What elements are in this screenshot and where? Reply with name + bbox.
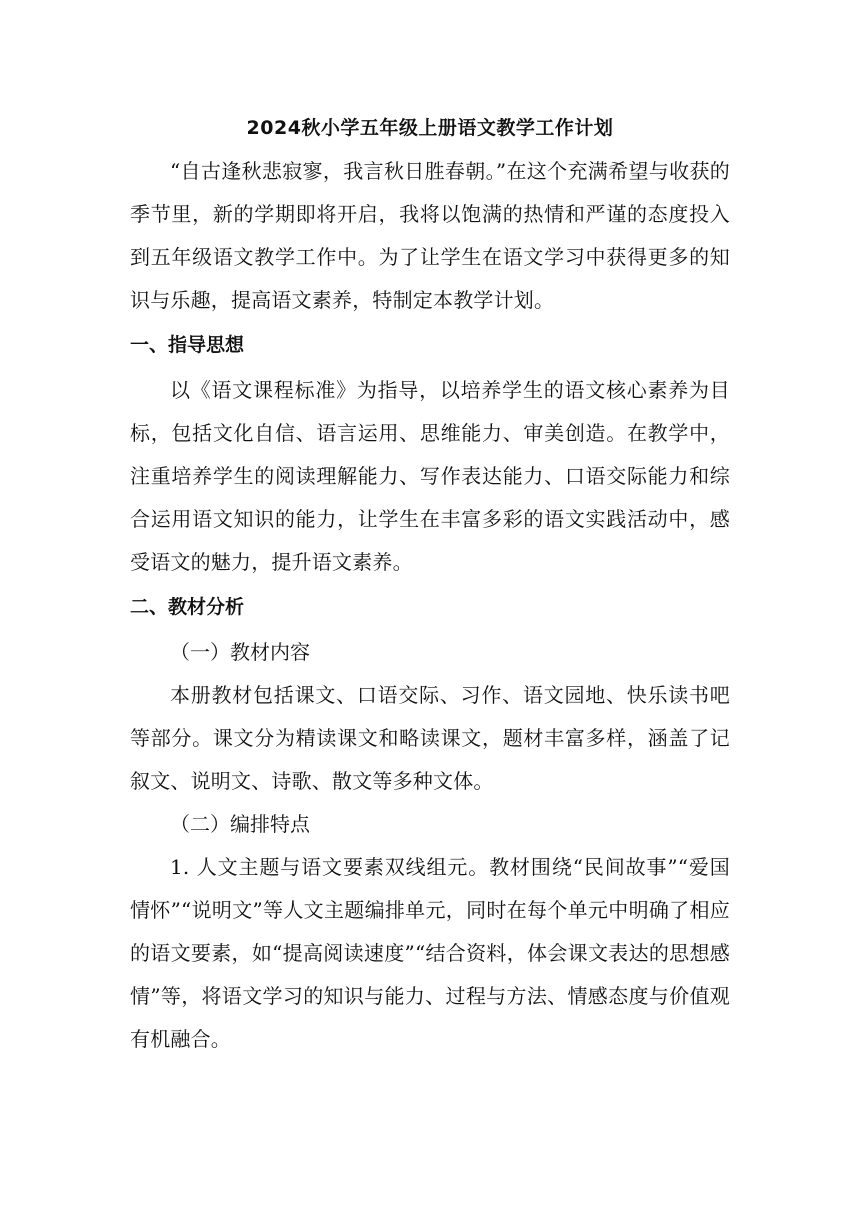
guiding-ideas-paragraph: 以《语文课程标准》为指导，以培养学生的语文核心素养为目标，包括文化自信、语言运用、思维能力、审美创造。在教学中，注重培养学生的阅读理解能力、写作表达能力、口语交际能力和综合运用语文知识的能力，让学生在丰富多彩的语文实践活动中，感受语文的魅力，提升语文素养。 [130,378,730,574]
subheading-arrangement-features: （二）编排特点 [170,812,310,836]
section-heading-textbook-analysis: 二、教材分析 [130,596,245,618]
textbook-content-paragraph: 本册教材包括课文、口语交际、习作、语文园地、快乐读书吧等部分。课文分为精读课文和略读课文，题材丰富多样，涵盖了记叙文、说明文、诗歌、散文等多种文体。 [130,683,730,793]
arrangement-features-paragraph: 1. 人文主题与语文要素双线组元。教材围绕“民间故事”“爱国情怀”“说明文”等人文主题编排单元，同时在每个单元中明确了相应的语文要素，如“提高阅读速度”“结合资料，体会课文表达的思想感情”等，将语文学习的知识与能力、过程与方法、情感态度与价值观有机融合。 [130,855,730,1051]
subheading-textbook-content: （一）教材内容 [170,640,310,664]
document-title: 2024秋小学五年级上册语文教学工作计划 [246,117,614,139]
document-content [130,112,730,1061]
section-heading-guiding-ideas: 一、指导思想 [130,334,245,356]
intro-paragraph: “自古逢秋悲寂寥，我言秋日胜春朝。”在这个充满希望与收获的季节里，新的学期即将开启，我将以饱满的热情和严谨的态度投入到五年级语文教学工作中。为了让学生在语文学习中获得更多的知识与乐趣，提高语文素养，特制定本教学计划。 [130,159,730,312]
